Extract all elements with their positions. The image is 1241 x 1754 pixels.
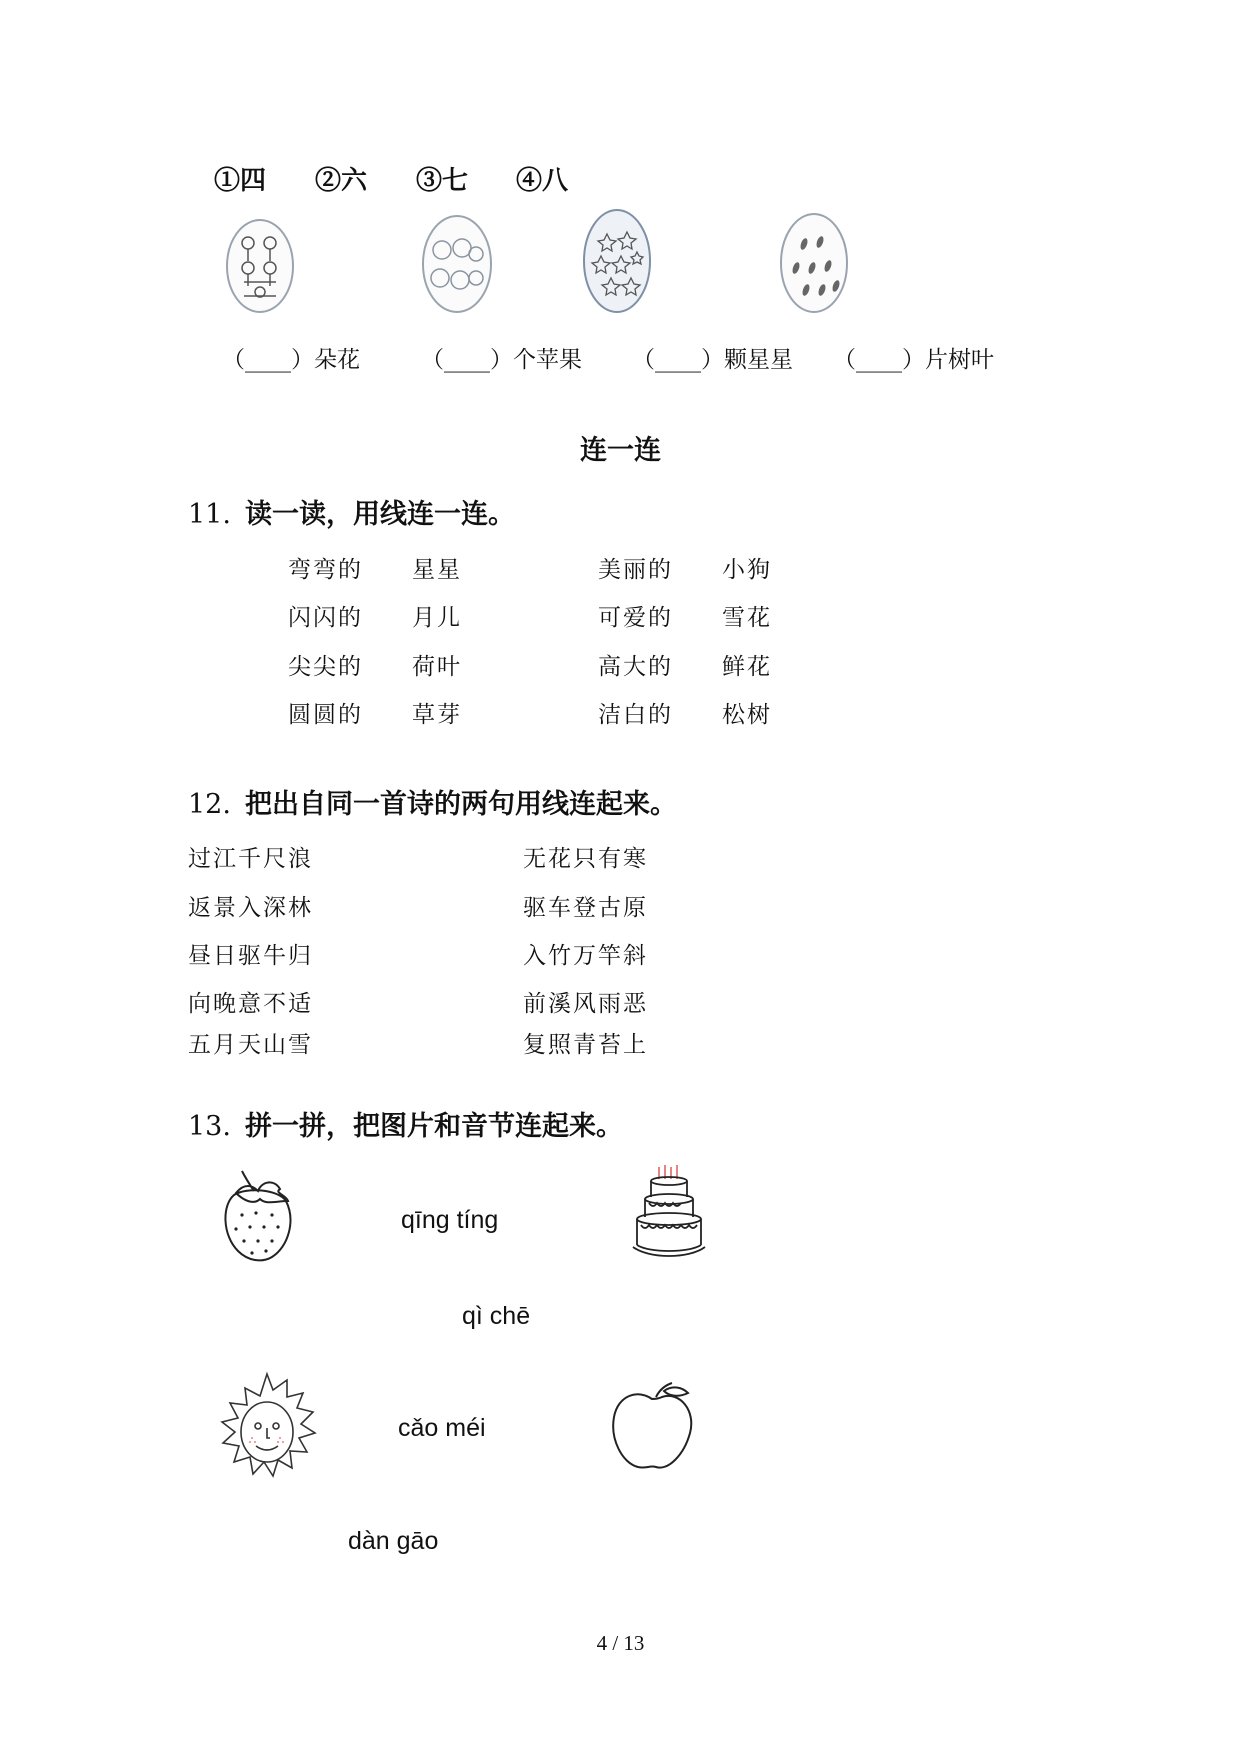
page-number: 4 / 13 (596, 1631, 645, 1655)
blank-flowers: （____）朵花 (222, 347, 360, 373)
pinyin-option: qīng tíng (401, 1206, 499, 1234)
q11-word: 草芽 (412, 702, 462, 728)
option-3: ③七 (416, 166, 469, 196)
leaves-circle-icon (778, 210, 850, 316)
q11-word: 美丽的 (598, 557, 673, 583)
q11-word: 弯弯的 (288, 557, 363, 583)
question-instruction: 把出自同一首诗的两句用线连起来。 (244, 789, 677, 820)
pinyin-option: dàn gāo (348, 1527, 439, 1555)
q11-word: 高大的 (598, 654, 673, 680)
cake-icon (629, 1163, 709, 1269)
q11-word: 小狗 (722, 557, 772, 583)
question-instruction: 读一读，用线连一连。 (244, 499, 515, 530)
question-number: 11. (188, 499, 231, 530)
q12-right-line: 无花只有寒 (523, 846, 648, 872)
q12-right-line: 前溪风雨恶 (523, 991, 648, 1017)
question-instruction: 拼一拼，把图片和音节连起来。 (244, 1111, 623, 1142)
blank-stars: （____）颗星星 (632, 347, 793, 373)
q11-word: 松树 (722, 702, 772, 728)
strawberry-icon (216, 1165, 306, 1265)
blank-leaves: （____）片树叶 (833, 347, 994, 373)
q11-word: 洁白的 (598, 702, 673, 728)
q12-left-line: 过江千尺浪 (188, 846, 313, 872)
apple-icon (608, 1381, 698, 1473)
q11-word: 闪闪的 (288, 605, 363, 631)
apples-circle-icon (420, 212, 494, 316)
question-11-title (188, 492, 515, 531)
flowers-circle-icon (224, 216, 296, 316)
q11-word: 鲜花 (722, 654, 772, 680)
q12-left-line: 昼日驱牛归 (188, 943, 313, 969)
q12-right-line: 驱车登古原 (523, 895, 648, 921)
sun-icon (214, 1370, 320, 1494)
q11-word: 圆圆的 (288, 702, 363, 728)
q12-right-line: 入竹万竿斜 (523, 943, 648, 969)
question-13-title (188, 1104, 623, 1143)
option-1: ①四 (214, 166, 267, 196)
question-number: 13. (188, 1111, 231, 1142)
question-number: 12. (188, 789, 231, 820)
q11-word: 可爱的 (598, 605, 673, 631)
option-4: ④八 (516, 166, 569, 196)
stars-circle-icon (581, 206, 653, 316)
q11-word: 雪花 (722, 605, 772, 631)
option-2: ②六 (315, 166, 368, 196)
q12-left-line: 五月天山雪 (188, 1032, 313, 1058)
section-title: 连一连 (580, 435, 661, 466)
pinyin-option: cǎo méi (398, 1414, 486, 1442)
q11-word: 星星 (412, 557, 462, 583)
q11-word: 尖尖的 (288, 654, 363, 680)
q12-left-line: 返景入深林 (188, 895, 313, 921)
q11-word: 荷叶 (412, 654, 462, 680)
question-12-title (188, 782, 677, 821)
q12-left-line: 向晚意不适 (188, 991, 313, 1017)
q11-word: 月儿 (412, 605, 462, 631)
blank-apples: （____）个苹果 (421, 347, 582, 373)
pinyin-option: qì chē (462, 1302, 531, 1330)
q12-right-line: 复照青苔上 (523, 1032, 648, 1058)
